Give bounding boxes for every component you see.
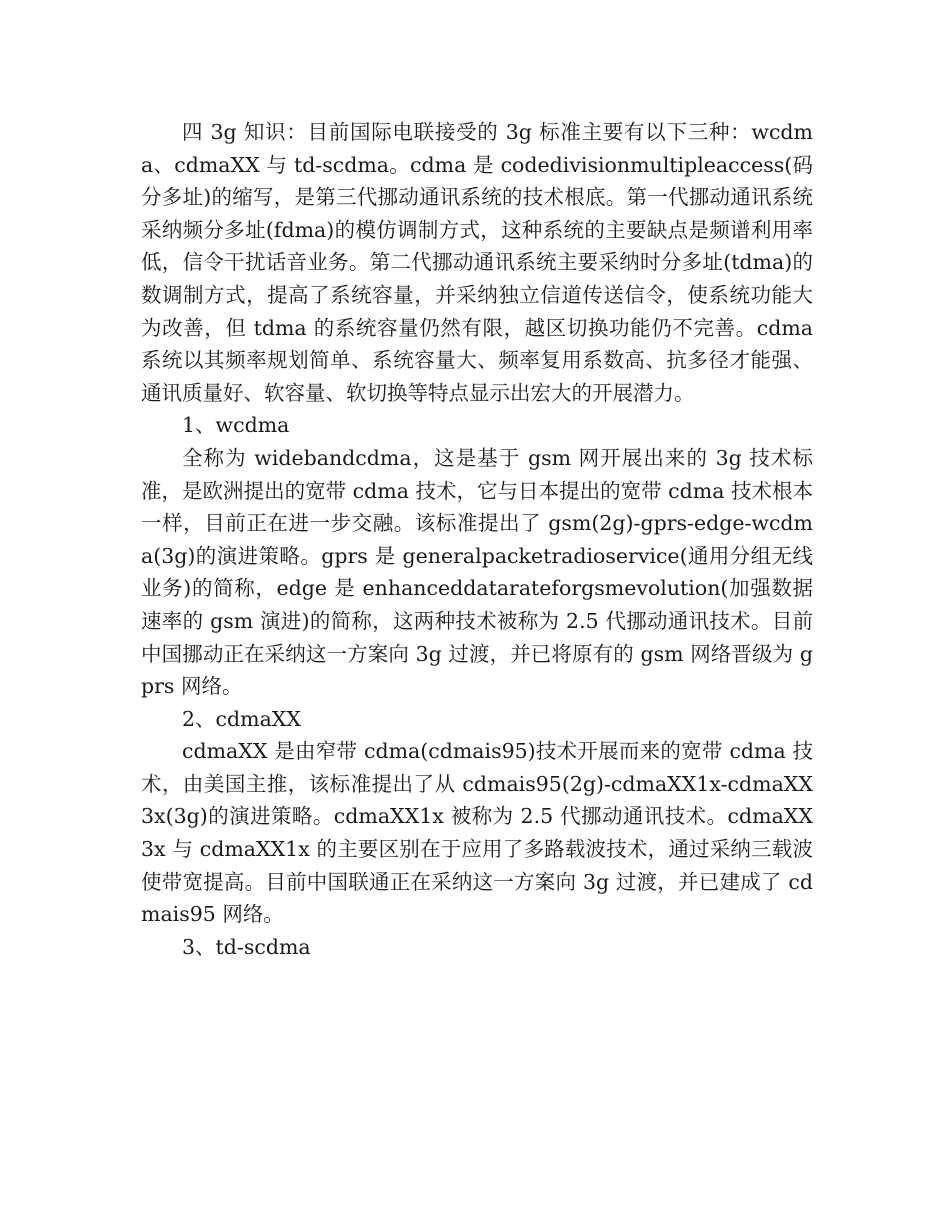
paragraph-intro-3g: 四 3g 知识：目前国际电联接受的 3g 标准主要有以下三种：wcdma、cdmaXX 与 td-scdma。cdma 是 codedivisionmultipleaccess(码分多址)的缩写，是第三代挪动通讯系统的技术根底。第一代挪动通讯系统采纳频分多址(fdma)的模仿调制方式，这种系统的主要缺点是频谱利用率低，信令干扰话音业务。第二代挪动通讯系统主要采纳时分多址(tdma)的数调制方式，提高了系统容量，并采纳独立信道传送信令，使系统功能大为改善，但 tdma 的系统容量仍然有限，越区切换功能仍不完善。cdma 系统以其频率规划简单、系统容量大、频率复用系数高、抗多径才能强、通讯质量好、软容量、软切换等特点显示出宏大的开展潜力。 xyxy=(141,120,813,405)
section-heading-wcdma: 1、wcdma xyxy=(182,413,290,438)
section-heading-td-scdma: 3、td-scdma xyxy=(182,934,311,959)
paragraph-cdmaxx: cdmaXX 是由窄带 cdma(cdmais95)技术开展而来的宽带 cdma 技术，由美国主推，该标准提出了从 cdmais95(2g)-cdmaXX1x-cdmaXX3x(3g)的演进策略。cdmaXX1x 被称为 2.5 代挪动通讯技术。cdmaXX3x 与 cdmaXX1x 的主要区别在于应用了多路载波技术，通过采纳三载波使带宽提高。目前中国联通正在采纳这一方案向 3g 过渡，并已建成了 cdmais95 网络。 xyxy=(141,739,813,927)
paragraph-wcdma: 全称为 widebandcdma，这是基于 gsm 网开展出来的 3g 技术标准，是欧洲提出的宽带 cdma 技术，它与日本提出的宽带 cdma 技术根本一样，目前正在进一步交融。该标准提出了 gsm(2g)-gprs-edge-wcdma(3g)的演进策略。gprs 是 generalpacketradioservice(通用分组无线业务)的简称，edge 是 enhanceddatarateforgsmevolution(加强数据速率的 gsm 演进)的简称，这两种技术被称为 2.5 代挪动通讯技术。目前中国挪动正在采纳这一方案向 3g 过渡，并已将原有的 gsm 网络晋级为 gprs 网络。 xyxy=(141,445,813,699)
document-body xyxy=(141,116,813,963)
section-heading-cdmaxx: 2、cdmaXX xyxy=(182,706,301,731)
